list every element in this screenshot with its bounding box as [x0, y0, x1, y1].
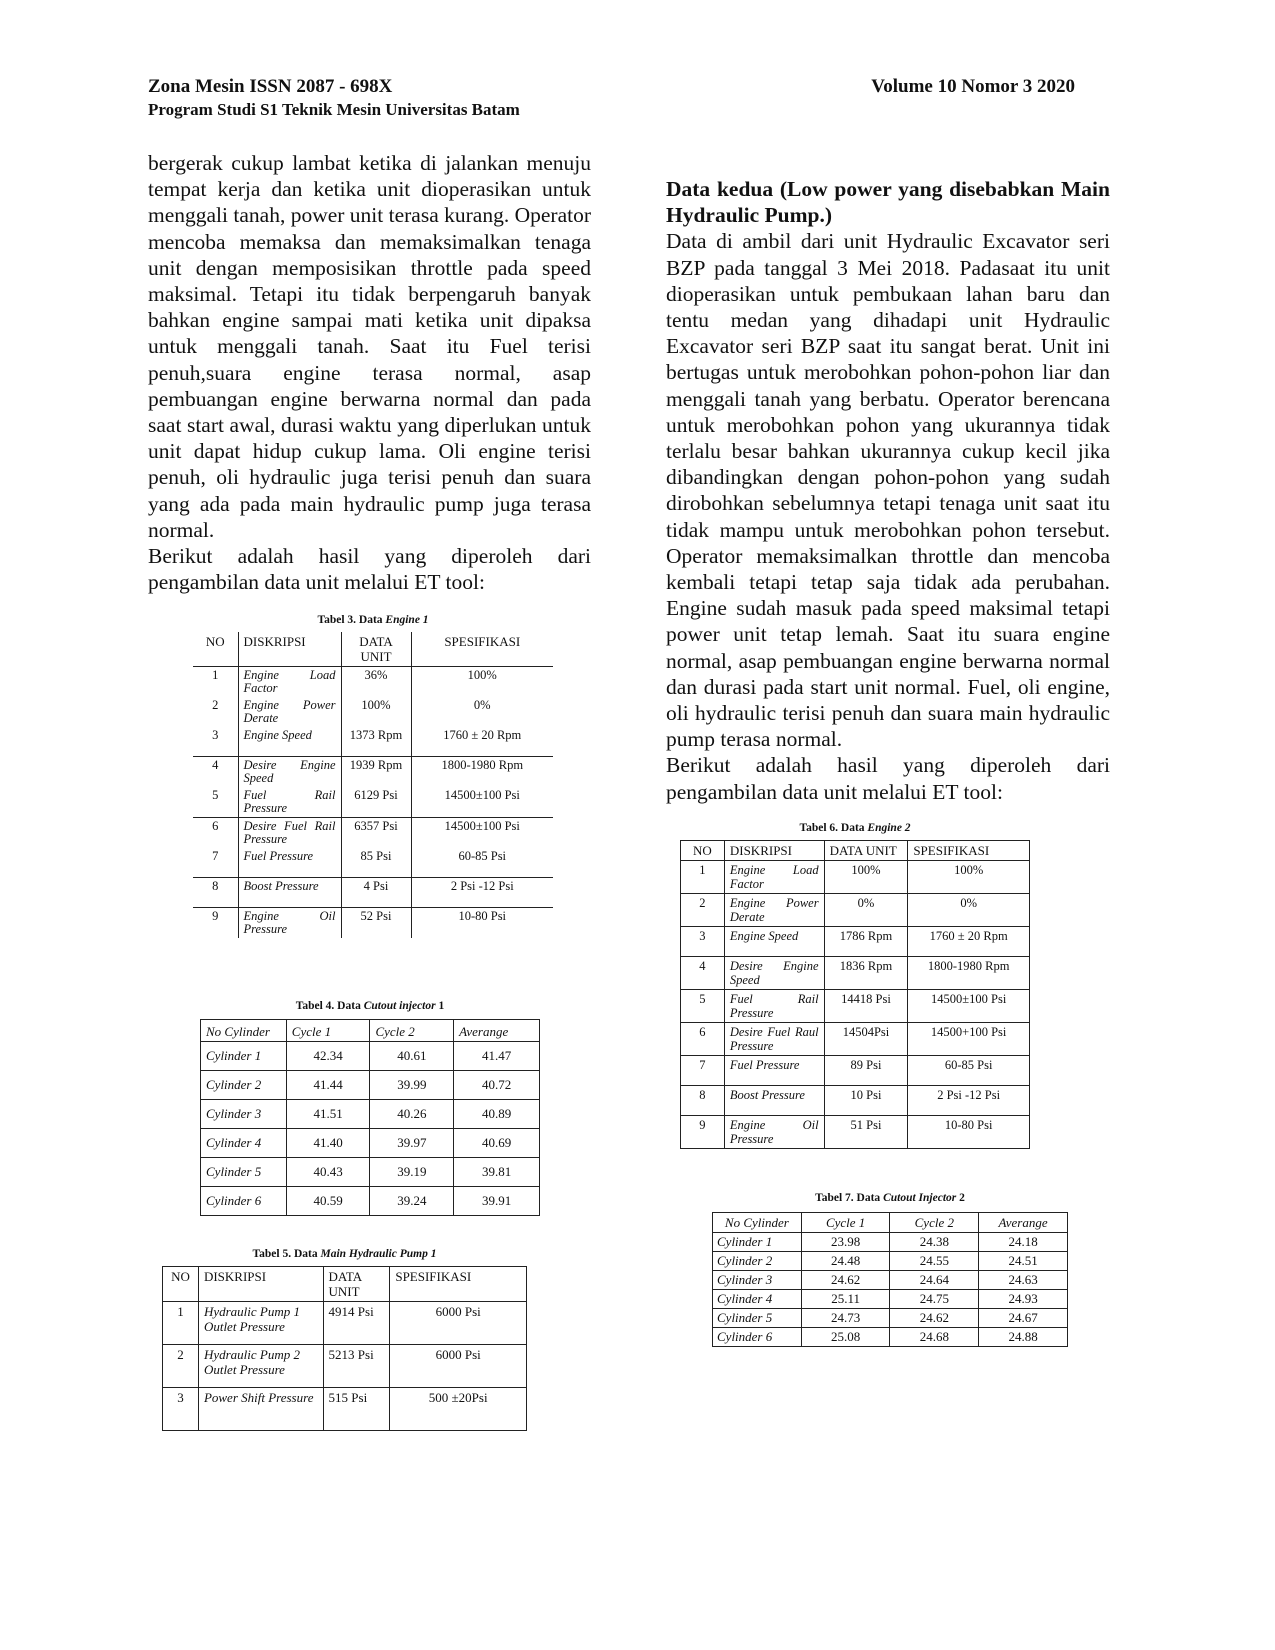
table-header-cell: DATA UNIT: [341, 632, 411, 667]
value-cell: 8: [193, 878, 238, 908]
value-cell: 2 Psi -12 Psi: [908, 1086, 1030, 1116]
value-cell: 4: [681, 957, 725, 990]
value-cell: 40.89: [454, 1100, 540, 1129]
value-cell: 3: [193, 727, 238, 756]
value-cell: 1939 Rpm: [341, 756, 411, 787]
table-header-cell: NO: [163, 1267, 199, 1302]
table7-cutout-injector-2: [712, 1212, 1068, 1347]
value-cell: 3: [681, 927, 725, 957]
left-paragraph-1: bergerak cukup lambat ketika di jalankan menuju tempat kerja dan ketika unit dioperasikan untuk menggali tanah, power unit terasa kurang. Operator mencoba memaksa dan memaksimalkan tenaga unit dengan memposisikan throttle pada speed maksimal. Tetapi itu tidak berpengaruh banyak bahkan engine sampai mati ketika unit dipaksa untuk menggali tanah. Saat itu Fuel terisi penuh,suara engine terasa normal, asap pembuangan engine berwarna normal dan pada saat start awal, durasi waktu yang diperlukan untuk unit dapat hidup cukup lama. Oli engine terisi penuh, oli hydraulic juga terisi penuh dan suara yang ada pada main hydraulic pump juga terasa normal.: [148, 151, 591, 542]
right-column-text: [666, 176, 1110, 805]
description-cell: Engine Oil Pressure: [238, 908, 341, 939]
value-cell: 500 ±20Psi: [390, 1388, 527, 1431]
value-cell: 41.47: [454, 1042, 540, 1071]
table-row: [713, 1233, 1068, 1252]
value-cell: 85 Psi: [341, 848, 411, 878]
table7-caption: Tabel 7. Data Cutout Injector 2: [815, 1192, 965, 1204]
description-cell: 41.44: [286, 1071, 370, 1100]
description-cell: Engine Power Derate: [724, 894, 824, 927]
value-cell: 24.63: [979, 1271, 1068, 1290]
value-cell: 60-85 Psi: [908, 1056, 1030, 1086]
description-cell: Engine Speed: [724, 927, 824, 957]
table-row: [201, 1071, 540, 1100]
description-cell: 24.48: [801, 1252, 890, 1271]
table-header-cell: No Cylinder: [201, 1020, 287, 1042]
table-header-cell: SPESIFIKASI: [390, 1267, 527, 1302]
table-row: [201, 1042, 540, 1071]
description-cell: Power Shift Pressure: [198, 1388, 323, 1431]
value-cell: 4914 Psi: [323, 1302, 390, 1345]
table-row: [193, 817, 553, 848]
table-row: [193, 727, 553, 756]
table-header-cell: Cycle 1: [286, 1020, 370, 1042]
table-header-row: [681, 841, 1030, 861]
table-header-cell: Cycle 2: [890, 1213, 979, 1233]
table5-caption: Tabel 5. Data Main Hydraulic Pump 1: [252, 1248, 437, 1260]
description-cell: Engine Oil Pressure: [724, 1116, 824, 1149]
right-paragraph-2: Berikut adalah hasil yang diperoleh dari pengambilan data unit melalui ET tool:: [666, 753, 1110, 804]
value-cell: 8: [681, 1086, 725, 1116]
table-row: [681, 957, 1030, 990]
description-cell: Engine Speed: [238, 727, 341, 756]
table6-caption: Tabel 6. Data Engine 2: [799, 822, 911, 834]
value-cell: 100%: [908, 861, 1030, 894]
table-header-cell: NO: [193, 632, 238, 667]
value-cell: 4 Psi: [341, 878, 411, 908]
table-row: [713, 1252, 1068, 1271]
value-cell: 39.97: [370, 1129, 454, 1158]
table-row: [193, 756, 553, 787]
table-header-row: [713, 1213, 1068, 1233]
value-cell: 1760 ± 20 Rpm: [411, 727, 553, 756]
table-header-cell: Cycle 1: [801, 1213, 890, 1233]
value-cell: 52 Psi: [341, 908, 411, 939]
table-header-cell: Averange: [454, 1020, 540, 1042]
table-header-cell: Cycle 2: [370, 1020, 454, 1042]
value-cell: 100%: [411, 667, 553, 698]
table-row: [163, 1345, 527, 1388]
description-cell: Engine Power Derate: [238, 697, 341, 727]
table-row: [201, 1158, 540, 1187]
value-cell: 24.62: [890, 1309, 979, 1328]
table-row: [163, 1302, 527, 1345]
table3-engine-1: [193, 632, 553, 938]
value-cell: 24.67: [979, 1309, 1068, 1328]
table-header-cell: SPESIFIKASI: [908, 841, 1030, 861]
value-cell: 1: [212, 668, 219, 682]
value-cell: 89 Psi: [824, 1056, 908, 1086]
value-cell: 1800-1980 Rpm: [908, 957, 1030, 990]
description-cell: 40.43: [286, 1158, 370, 1187]
value-cell: 10 Psi: [824, 1086, 908, 1116]
left-column-text: [148, 150, 591, 595]
description-cell: Fuel Pressure: [724, 1056, 824, 1086]
description-cell: 41.51: [286, 1100, 370, 1129]
value-cell: 2: [163, 1345, 199, 1388]
table-row: [201, 1100, 540, 1129]
table-row: [681, 1086, 1030, 1116]
value-cell: 14418 Psi: [824, 990, 908, 1023]
value-cell: 100%: [341, 697, 411, 727]
description-cell: 24.62: [801, 1271, 890, 1290]
value-cell: 60-85 Psi: [411, 848, 553, 878]
description-cell: Fuel Rail Pressure: [238, 787, 341, 818]
table6-engine-2: [680, 840, 1030, 1149]
description-cell: Boost Pressure: [724, 1086, 824, 1116]
value-cell: 9: [681, 1116, 725, 1149]
value-cell: 6357 Psi: [341, 817, 411, 848]
value-cell: 14500±100 Psi: [908, 990, 1030, 1023]
value-cell: 24.68: [890, 1328, 979, 1347]
table-row: [201, 1129, 540, 1158]
journal-title: Zona Mesin ISSN 2087 - 698X: [148, 76, 393, 97]
value-cell: Cylinder 6: [713, 1328, 802, 1347]
value-cell: 39.81: [454, 1158, 540, 1187]
value-cell: Cylinder 2: [713, 1252, 802, 1271]
table3-caption: Tabel 3. Data Engine 1: [317, 614, 429, 626]
value-cell: Cylinder 4: [713, 1290, 802, 1309]
table-row: [201, 1187, 540, 1216]
value-cell: 24.18: [979, 1233, 1068, 1252]
value-cell: 5: [193, 787, 238, 818]
description-cell: Desire Fuel Raul Pressure: [724, 1023, 824, 1056]
description-cell: 25.11: [801, 1290, 890, 1309]
table-row: [681, 927, 1030, 957]
value-cell: 24.38: [890, 1233, 979, 1252]
table-header-row: [193, 632, 553, 667]
table-header-cell: DISKRIPSI: [724, 841, 824, 861]
value-cell: 6000 Psi: [390, 1345, 527, 1388]
value-cell: 515 Psi: [323, 1388, 390, 1431]
value-cell: 6: [681, 1023, 725, 1056]
table-header-cell: DATA UNIT: [323, 1267, 390, 1302]
value-cell: 1800-1980 Rpm: [411, 756, 553, 787]
value-cell: 40.72: [454, 1071, 540, 1100]
description-cell: Fuel Pressure: [238, 848, 341, 878]
left-paragraph-2: Berikut adalah hasil yang diperoleh dari pengambilan data unit melalui ET tool:: [148, 544, 591, 595]
table-row: [681, 1056, 1030, 1086]
table-row: [681, 990, 1030, 1023]
value-cell: 4: [212, 757, 219, 772]
value-cell: 1: [681, 861, 725, 894]
table-row: [713, 1290, 1068, 1309]
value-cell: 51 Psi: [824, 1116, 908, 1149]
value-cell: 40.26: [370, 1100, 454, 1129]
value-cell: 5213 Psi: [323, 1345, 390, 1388]
value-cell: 2: [212, 698, 219, 712]
table-header-cell: SPESIFIKASI: [411, 632, 553, 667]
value-cell: 1760 ± 20 Rpm: [908, 927, 1030, 957]
table-row: [193, 667, 553, 698]
description-cell: 41.40: [286, 1129, 370, 1158]
value-cell: 1373 Rpm: [341, 727, 411, 756]
description-cell: 40.59: [286, 1187, 370, 1216]
value-cell: Cylinder 5: [713, 1309, 802, 1328]
value-cell: 1786 Rpm: [824, 927, 908, 957]
description-cell: Desire Engine Speed: [724, 957, 824, 990]
value-cell: 39.91: [454, 1187, 540, 1216]
description-cell: Engine Load Factor: [238, 667, 341, 698]
value-cell: 6: [212, 818, 219, 833]
table-row: [713, 1309, 1068, 1328]
description-cell: 23.98: [801, 1233, 890, 1252]
value-cell: 36%: [341, 667, 411, 698]
table-header-cell: NO: [681, 841, 725, 861]
value-cell: 10-80 Psi: [411, 908, 553, 939]
program-label: Program Studi S1 Teknik Mesin Universitas Batam: [148, 100, 520, 119]
value-cell: 0%: [411, 697, 553, 727]
value-cell: 5: [681, 990, 725, 1023]
table-row: [681, 861, 1030, 894]
value-cell: 3: [163, 1388, 199, 1431]
value-cell: 14500±100 Psi: [411, 787, 553, 818]
table5-main-hydraulic-pump-1: [162, 1266, 527, 1431]
value-cell: Cylinder 1: [201, 1042, 287, 1071]
table-row: [681, 894, 1030, 927]
description-cell: Desire Engine Speed: [238, 756, 341, 787]
value-cell: 2 Psi -12 Psi: [411, 878, 553, 908]
value-cell: 24.88: [979, 1328, 1068, 1347]
description-cell: Hydraulic Pump 2 Outlet Pressure: [198, 1345, 323, 1388]
value-cell: 39.19: [370, 1158, 454, 1187]
description-cell: Engine Load Factor: [724, 861, 824, 894]
value-cell: Cylinder 2: [201, 1071, 287, 1100]
value-cell: 24.75: [890, 1290, 979, 1309]
description-cell: Hydraulic Pump 1 Outlet Pressure: [198, 1302, 323, 1345]
table-header-cell: No Cylinder: [713, 1213, 802, 1233]
table4-cutout-injector-1: [200, 1019, 540, 1216]
table4-caption: Tabel 4. Data Cutout injector 1: [295, 1000, 445, 1012]
table-row: [713, 1328, 1068, 1347]
table-header-cell: Averange: [979, 1213, 1068, 1233]
table-header-cell: DISKRIPSI: [198, 1267, 323, 1302]
value-cell: 39.99: [370, 1071, 454, 1100]
value-cell: 0%: [908, 894, 1030, 927]
value-cell: 6000 Psi: [390, 1302, 527, 1345]
table-header-cell: DATA UNIT: [824, 841, 908, 861]
value-cell: 24.64: [890, 1271, 979, 1290]
table-row: [193, 697, 553, 727]
value-cell: 7: [193, 848, 238, 878]
description-cell: Desire Fuel Rail Pressure: [238, 817, 341, 848]
volume-label: Volume 10 Nomor 3 2020: [871, 76, 1075, 97]
value-cell: Cylinder 3: [713, 1271, 802, 1290]
table-row: [193, 908, 553, 939]
right-paragraph-1: Data di ambil dari unit Hydraulic Excavator seri BZP pada tanggal 3 Mei 2018. Padasaat itu unit dioperasikan untuk pembukaan lahan baru dan tentu medan yang dihadapi unit Hydraulic Excavator seri BZP saat itu sangat berat. Unit ini bertugas untuk merobohkan pohon-pohon liar dan menggali tanah yang berbatu. Operator berencana untuk merobohkan pohon yang ukurannya tidak terlalu besar bahkan ukurannya cukup kecil jika dibandingkan dengan pohon-pohon yang sudah dirobohkan sebelumnya tetapi tenaga unit saat itu tidak mampu untuk merobohkan pohon tersebut. Operator memaksimalkan throttle dan mencoba kembali tetapi tetap saja tidak ada perubahan. Engine sudah masuk pada speed maksimal tetapi power unit tetap lemah. Saat itu suara engine normal, asap pembuangan engine berwarna normal dan durasi pada start unit normal. Fuel, oli engine, oli hydraulic terisi penuh dan suara main hydraulic pump terasa normal.: [666, 229, 1110, 752]
table-header-cell: DISKRIPSI: [238, 632, 341, 667]
value-cell: 40.69: [454, 1129, 540, 1158]
value-cell: 1: [163, 1302, 199, 1345]
table-header-row: [201, 1020, 540, 1042]
table-row: [193, 848, 553, 878]
description-cell: Fuel Rail Pressure: [724, 990, 824, 1023]
value-cell: 1836 Rpm: [824, 957, 908, 990]
value-cell: Cylinder 6: [201, 1187, 287, 1216]
table-row: [681, 1116, 1030, 1149]
value-cell: 2: [681, 894, 725, 927]
value-cell: 6129 Psi: [341, 787, 411, 818]
value-cell: 24.93: [979, 1290, 1068, 1309]
value-cell: Cylinder 3: [201, 1100, 287, 1129]
table-row: [193, 878, 553, 908]
table-row: [713, 1271, 1068, 1290]
value-cell: 14500±100 Psi: [411, 817, 553, 848]
value-cell: 10-80 Psi: [908, 1116, 1030, 1149]
description-cell: 42.34: [286, 1042, 370, 1071]
table-header-row: [163, 1267, 527, 1302]
description-cell: 24.73: [801, 1309, 890, 1328]
value-cell: Cylinder 5: [201, 1158, 287, 1187]
value-cell: 9: [212, 909, 219, 923]
value-cell: 24.51: [979, 1252, 1068, 1271]
value-cell: 14504Psi: [824, 1023, 908, 1056]
value-cell: Cylinder 4: [201, 1129, 287, 1158]
value-cell: 14500+100 Psi: [908, 1023, 1030, 1056]
description-cell: 25.08: [801, 1328, 890, 1347]
table-row: [681, 1023, 1030, 1056]
table-row: [193, 787, 553, 818]
value-cell: 0%: [824, 894, 908, 927]
value-cell: 7: [681, 1056, 725, 1086]
value-cell: 24.55: [890, 1252, 979, 1271]
table-row: [163, 1388, 527, 1431]
value-cell: Cylinder 1: [713, 1233, 802, 1252]
value-cell: 40.61: [370, 1042, 454, 1071]
right-heading: Data kedua (Low power yang disebabkan Main Hydraulic Pump.): [666, 177, 1110, 228]
description-cell: Boost Pressure: [238, 878, 341, 908]
value-cell: 39.24: [370, 1187, 454, 1216]
value-cell: 100%: [824, 861, 908, 894]
